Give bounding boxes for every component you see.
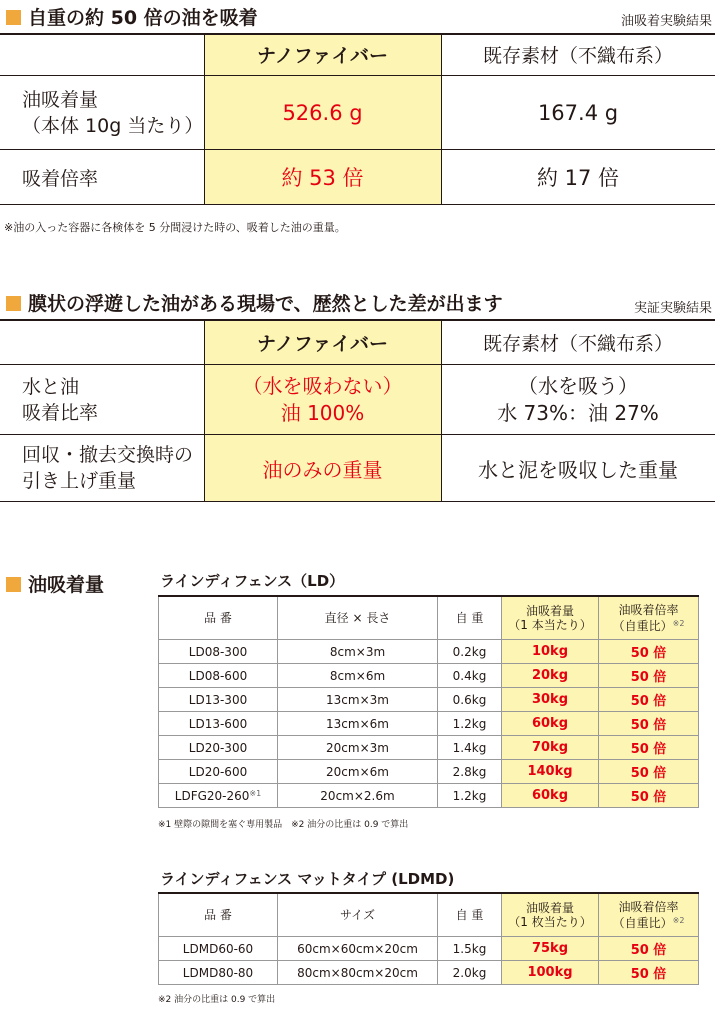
cell-text: 20cm×6m <box>326 764 389 779</box>
cell-text: 8cm×3m <box>329 644 386 659</box>
cell-text: 13cm×6m <box>326 716 389 731</box>
cell-weight <box>438 784 502 808</box>
section2-title: 膜状の浮遊した油がある現場で、歴然とした差が出ます <box>28 293 503 315</box>
section2-note: 実証実験結果 <box>633 301 712 316</box>
cell-part <box>159 961 278 985</box>
table-row <box>159 937 699 961</box>
cell-text: 50 倍 <box>630 718 667 733</box>
cell-text: 0.4kg <box>452 668 487 683</box>
cell-part <box>159 937 278 961</box>
cell-ratio <box>599 784 699 808</box>
cell-size <box>278 961 438 985</box>
cell-ratio <box>599 937 699 961</box>
cell-absorb <box>502 961 599 985</box>
section1-heading <box>6 3 258 30</box>
cell-size <box>278 937 438 961</box>
header-absorb <box>502 893 599 937</box>
cell-ratio <box>599 712 699 736</box>
table-row <box>159 688 699 712</box>
section1-row2-existing-value: 約 17 倍 <box>536 166 620 190</box>
cell-text: LD08-300 <box>188 644 248 659</box>
table-row <box>159 760 699 784</box>
cell-text: 30kg <box>531 692 569 707</box>
cell-text: 2.0kg <box>452 965 487 980</box>
section1-row1-label <box>22 76 202 149</box>
cell-text: 140kg <box>527 764 573 779</box>
cell-part <box>159 664 278 688</box>
section2-row1-label <box>22 365 202 434</box>
header-line: （自重比） <box>612 916 673 930</box>
cell-text: LD13-300 <box>188 692 248 707</box>
cell-text: 1.2kg <box>452 716 487 731</box>
cell-absorb <box>502 664 599 688</box>
cell-part <box>159 640 278 664</box>
cell-text: LD20-600 <box>188 764 248 779</box>
section2-row1-nano-value <box>205 365 440 434</box>
cell-ratio <box>599 664 699 688</box>
cell-absorb <box>502 736 599 760</box>
table2-title: ラインディフェンス マットタイプ (LDMD) <box>160 870 455 888</box>
section1-row1-existing-value: 167.4 g <box>537 100 619 125</box>
cell-absorb <box>502 688 599 712</box>
header-size: 直径 × 長さ <box>278 596 438 640</box>
header-line: （1 枚当たり） <box>508 915 592 929</box>
cell-weight <box>438 664 502 688</box>
cell-ratio <box>599 961 699 985</box>
cell-text: 20cm×3m <box>326 740 389 755</box>
cell-size <box>278 784 438 808</box>
cell-text: LD20-300 <box>188 740 248 755</box>
table2-footnote: ※2 油分の比重は 0.9 で算出 <box>158 995 276 1005</box>
table-header-row <box>159 596 699 640</box>
cell-size <box>278 736 438 760</box>
cell-part <box>159 736 278 760</box>
cell-weight <box>438 760 502 784</box>
table-row <box>159 784 699 808</box>
section2-row2-label <box>22 435 202 501</box>
value-line: 水 73%：油 27% <box>497 400 659 425</box>
header-part: 品 番 <box>159 893 278 937</box>
header-line: 油吸着倍率 <box>618 603 679 617</box>
cell-text: LDMD80-80 <box>182 965 254 980</box>
cell-part <box>159 688 278 712</box>
section2-heading <box>6 289 503 316</box>
cell-text: 20cm×2.6m <box>320 788 395 803</box>
cell-weight <box>438 736 502 760</box>
cell-ratio <box>599 688 699 712</box>
cell-text: 8cm×6m <box>329 668 386 683</box>
header-size: サイズ <box>278 893 438 937</box>
cell-size <box>278 664 438 688</box>
table1-ld <box>158 595 699 808</box>
cell-absorb <box>502 937 599 961</box>
cell-weight <box>438 961 502 985</box>
cell-text: 0.2kg <box>452 644 487 659</box>
section1-header-existing: 既存素材（不織布系） <box>482 45 673 67</box>
cell-weight <box>438 937 502 961</box>
header-line: 油吸着倍率 <box>618 900 679 914</box>
cell-text: 50 倍 <box>630 670 667 685</box>
orange-square-icon <box>6 10 21 25</box>
section3-title: 油吸着量 <box>28 574 105 596</box>
cell-text: 70kg <box>531 740 569 755</box>
cell-weight <box>438 712 502 736</box>
header-line: 油吸着量 <box>525 901 574 915</box>
cell-text: 10kg <box>531 644 569 659</box>
cell-text: 2.8kg <box>452 764 487 779</box>
header-sup: ※2 <box>672 916 685 925</box>
cell-size <box>278 640 438 664</box>
section1-note: 油吸着実験結果 <box>620 14 712 29</box>
section1-row2-nano-value: 約 53 倍 <box>281 166 364 190</box>
cell-text: 50 倍 <box>630 766 667 781</box>
cell-text: 50 倍 <box>630 790 667 805</box>
cell-text: LDFG20-260 <box>174 788 250 803</box>
cell-ratio <box>599 640 699 664</box>
cell-sup: ※1 <box>249 788 262 798</box>
cell-text: 50 倍 <box>630 967 667 982</box>
cell-text: 1.5kg <box>452 941 487 956</box>
cell-text: 75kg <box>531 941 569 956</box>
header-line: 油吸着量 <box>525 604 574 618</box>
section1-row1-nano-value: 526.6 g <box>282 100 363 125</box>
cell-weight <box>438 640 502 664</box>
section2-header-nano: ナノファイバー <box>257 332 388 355</box>
cell-weight <box>438 688 502 712</box>
cell-text: 1.2kg <box>452 788 487 803</box>
cell-text: 50 倍 <box>630 943 667 958</box>
cell-text: 60kg <box>531 716 569 731</box>
section2-header-existing: 既存素材（不織布系） <box>482 332 673 355</box>
table-row <box>159 640 699 664</box>
section1-row2-label: 吸着倍率 <box>22 167 99 190</box>
cell-text: LDMD60-60 <box>182 941 254 956</box>
label-line: 引き上げ重量 <box>22 470 137 492</box>
section2-row1-existing-value <box>441 365 715 434</box>
header-weight: 自 重 <box>438 596 502 640</box>
label-line: 回収・撤去交換時の <box>22 444 194 466</box>
header-absorb <box>502 596 599 640</box>
section3-heading <box>6 570 104 597</box>
header-weight: 自 重 <box>438 893 502 937</box>
cell-ratio <box>599 760 699 784</box>
cell-text: 13cm×3m <box>326 692 389 707</box>
cell-text: 100kg <box>527 965 573 980</box>
cell-absorb <box>502 760 599 784</box>
table-row <box>159 961 699 985</box>
orange-square-icon <box>6 577 21 592</box>
header-ratio <box>599 893 699 937</box>
cell-part <box>159 712 278 736</box>
section1-title: 自重の約 50 倍の油を吸着 <box>28 7 258 29</box>
cell-size <box>278 760 438 784</box>
header-part: 品 番 <box>159 596 278 640</box>
table1-footnote: ※1 壁際の隙間を塞ぐ専用製品 ※2 油分の比重は 0.9 で算出 <box>158 820 409 830</box>
cell-absorb <box>502 640 599 664</box>
section1-footnote: ※油の入った容器に各検体を 5 分間浸けた時の、吸着した油の重量。 <box>4 221 346 234</box>
label-line: 水と油 <box>22 375 80 398</box>
cell-part <box>159 760 278 784</box>
cell-absorb <box>502 784 599 808</box>
divider <box>0 204 715 205</box>
table1-title: ラインディフェンス（LD） <box>160 572 345 590</box>
cell-size <box>278 688 438 712</box>
cell-text: LD13-600 <box>188 716 248 731</box>
section1-header-nano: ナノファイバー <box>257 45 388 67</box>
cell-text: 1.4kg <box>452 740 487 755</box>
header-line: （1 本当たり） <box>508 618 592 632</box>
cell-text: 50 倍 <box>630 694 667 709</box>
header-sup: ※2 <box>672 619 685 628</box>
table-header-row <box>159 893 699 937</box>
header-line: （自重比） <box>612 619 673 633</box>
table-row <box>159 712 699 736</box>
table2-ldmd <box>158 892 699 985</box>
cell-text: 50 倍 <box>630 742 667 757</box>
value-line: （水を吸わない） <box>242 373 403 398</box>
divider <box>0 501 715 502</box>
label-line: 油吸着量 <box>22 88 99 111</box>
cell-text: 60kg <box>531 788 569 803</box>
header-ratio <box>599 596 699 640</box>
label-line: 吸着比率 <box>22 401 99 424</box>
orange-square-icon <box>6 296 21 311</box>
table-row <box>159 664 699 688</box>
cell-ratio <box>599 736 699 760</box>
value-line: 油 100% <box>280 400 365 425</box>
cell-text: 0.6kg <box>452 692 487 707</box>
cell-text: LD08-600 <box>188 668 248 683</box>
cell-absorb <box>502 712 599 736</box>
cell-text: 60cm×60cm×20cm <box>297 941 418 956</box>
cell-text: 50 倍 <box>630 646 667 661</box>
cell-text: 20kg <box>531 668 569 683</box>
section2-row2-existing-value: 水と泥を吸収した重量 <box>478 457 678 482</box>
table-row <box>159 736 699 760</box>
cell-size <box>278 712 438 736</box>
label-line: （本体 10g 当たり） <box>22 114 204 137</box>
section2-row2-nano-value: 油のみの重量 <box>262 457 383 482</box>
value-line: （水を吸う） <box>518 373 638 398</box>
cell-part <box>159 784 278 808</box>
cell-text: 80cm×80cm×20cm <box>297 965 418 980</box>
